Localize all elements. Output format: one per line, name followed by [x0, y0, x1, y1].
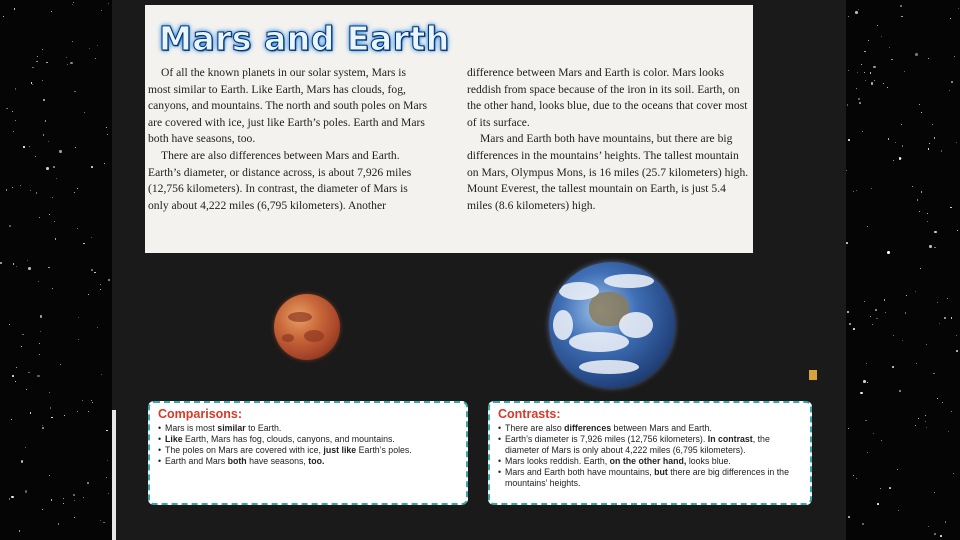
star	[15, 381, 16, 382]
page-marker	[809, 370, 817, 380]
contrasts-box	[488, 401, 812, 505]
star	[915, 53, 918, 56]
star	[67, 64, 68, 65]
star	[108, 279, 111, 282]
star	[948, 431, 949, 432]
star	[95, 58, 96, 59]
star	[55, 238, 57, 240]
star	[100, 520, 101, 521]
star	[39, 343, 40, 344]
star	[856, 88, 857, 89]
star	[867, 452, 868, 453]
page-title: Mars and Earth	[159, 19, 450, 58]
star	[46, 62, 48, 64]
star	[915, 291, 916, 292]
star	[956, 142, 957, 143]
star	[49, 214, 50, 215]
star	[64, 415, 65, 416]
star	[91, 237, 92, 238]
star	[92, 402, 93, 403]
star	[53, 166, 55, 168]
star	[74, 500, 75, 501]
star	[951, 411, 953, 413]
star	[28, 267, 31, 270]
star	[42, 80, 43, 81]
star	[91, 269, 93, 271]
star	[849, 323, 851, 325]
star	[63, 503, 64, 504]
star	[901, 124, 902, 125]
star	[21, 346, 22, 347]
star	[866, 363, 868, 365]
star	[15, 120, 16, 121]
star	[26, 389, 27, 390]
star	[59, 150, 62, 153]
star	[933, 373, 935, 375]
star	[848, 516, 850, 518]
star	[856, 478, 857, 479]
star	[937, 302, 938, 303]
star	[77, 411, 78, 412]
comparisons-heading: Comparisons:	[158, 407, 243, 421]
star	[13, 131, 14, 132]
star	[9, 225, 11, 227]
star	[877, 25, 878, 26]
star	[847, 104, 849, 106]
star	[56, 178, 57, 179]
star	[919, 104, 920, 105]
star	[87, 482, 89, 484]
star	[927, 221, 928, 222]
star	[926, 427, 927, 428]
star	[860, 392, 863, 395]
star	[873, 433, 874, 434]
star	[927, 213, 928, 214]
star	[54, 221, 56, 223]
star	[25, 490, 28, 493]
star	[0, 262, 2, 264]
star	[42, 49, 43, 50]
star	[858, 9, 859, 10]
list-item: • Mars looks reddish. Earth, on the other hand, looks blue.	[498, 456, 802, 467]
star	[928, 58, 929, 59]
star	[37, 56, 38, 57]
star	[902, 145, 904, 147]
star	[94, 272, 96, 274]
star	[11, 496, 14, 499]
star	[950, 207, 952, 209]
star	[899, 390, 901, 392]
star	[951, 81, 953, 83]
star	[107, 134, 108, 135]
star	[74, 192, 75, 193]
star	[30, 412, 32, 414]
star	[9, 498, 11, 500]
paragraph: Of all the known planets in our solar system, Mars is most similar to Earth. Like Earth, Mars has clouds, fog, canyons, and mountains. The north and south poles on Mars are covered with ice, just like Earth’s poles. Earth and Mars both have seasons, too.	[148, 66, 427, 146]
page-edge	[112, 410, 116, 540]
star	[70, 62, 73, 65]
star	[83, 243, 85, 245]
star	[862, 131, 863, 132]
star	[872, 324, 873, 325]
star	[74, 91, 76, 93]
star	[889, 487, 891, 489]
star	[864, 51, 866, 53]
star	[11, 419, 12, 420]
star	[884, 299, 886, 301]
star	[36, 192, 38, 194]
star	[12, 111, 14, 113]
star	[905, 312, 907, 314]
star	[15, 88, 16, 89]
star	[52, 288, 53, 289]
star	[934, 231, 937, 234]
star	[106, 127, 108, 129]
star	[16, 367, 17, 368]
star	[19, 530, 21, 532]
star	[28, 372, 30, 374]
star	[46, 167, 49, 170]
star	[874, 80, 875, 81]
star	[22, 334, 24, 336]
star	[51, 417, 53, 419]
star	[893, 335, 894, 336]
star	[947, 298, 948, 299]
list-item: • There are also differences between Mars and Earth.	[498, 423, 802, 434]
star	[891, 59, 893, 61]
star	[917, 199, 919, 201]
star	[73, 494, 75, 496]
star	[3, 16, 4, 17]
list-item: • Mars and Earth both have mountains, but there are big differences in the mountains’ heights.	[498, 467, 802, 489]
star	[89, 48, 90, 49]
star	[14, 8, 16, 10]
star	[855, 11, 858, 14]
list-item: • Mars is most similar to Earth.	[158, 423, 458, 434]
star	[904, 71, 905, 72]
star	[873, 66, 876, 69]
star	[881, 440, 882, 441]
star	[43, 134, 45, 136]
star	[30, 190, 31, 191]
star	[52, 197, 53, 198]
star	[107, 460, 109, 462]
star	[49, 475, 50, 476]
star	[928, 526, 929, 527]
star	[45, 120, 47, 122]
star	[101, 374, 102, 375]
star	[32, 67, 34, 69]
star	[871, 188, 872, 189]
star	[867, 382, 868, 383]
star	[12, 187, 13, 188]
star	[66, 57, 68, 59]
star	[97, 327, 98, 328]
star	[48, 267, 50, 269]
star	[956, 335, 958, 337]
star	[934, 247, 936, 249]
star	[888, 138, 890, 140]
star	[885, 312, 887, 314]
star	[77, 228, 79, 230]
text-column-right	[467, 65, 749, 214]
star	[101, 10, 102, 11]
star	[949, 90, 950, 91]
star	[848, 428, 849, 429]
star	[9, 324, 10, 325]
star	[88, 411, 89, 412]
star	[889, 47, 890, 48]
star	[868, 40, 869, 41]
star	[72, 41, 73, 42]
star	[50, 407, 52, 409]
star	[939, 323, 940, 324]
star	[951, 317, 953, 319]
star	[883, 83, 884, 84]
earth-image	[549, 262, 675, 388]
star	[864, 301, 865, 302]
star	[106, 430, 108, 432]
star	[880, 488, 881, 489]
star	[925, 421, 926, 422]
mars-image	[274, 294, 340, 360]
star	[892, 366, 894, 368]
star	[937, 398, 939, 400]
star	[846, 170, 847, 171]
list-item: • Earth’s diameter is 7,926 miles (12,756 kilometers). In contrast, the diameter of Mars is only about 4,222 miles (6,795 kilometers).	[498, 434, 802, 456]
star	[108, 493, 109, 494]
star	[881, 36, 882, 37]
star	[926, 344, 927, 345]
star	[60, 364, 62, 366]
list-item: • Earth and Mars both have seasons, too.	[158, 456, 458, 467]
star	[23, 146, 25, 148]
star	[870, 72, 872, 74]
star	[950, 18, 951, 19]
star	[898, 510, 899, 511]
star	[39, 354, 40, 355]
star	[912, 186, 913, 187]
star	[106, 477, 107, 478]
star	[51, 11, 52, 12]
paragraph: Mars and Earth both have mountains, but there are big differences in the mountains’ heights. The tallest mountain on Mars, Olympus Mons, is 16 miles (25.7 kilometers) high. Mount Everest, the tallest mountain on Earth, is just 5.4 miles (8.6 kilometers) high.	[467, 132, 749, 212]
star	[20, 185, 21, 186]
star	[953, 473, 954, 474]
star	[100, 289, 101, 290]
star	[918, 418, 919, 419]
reading-passage	[145, 5, 753, 253]
star	[25, 447, 26, 448]
star	[906, 295, 907, 296]
star	[847, 311, 850, 314]
star	[877, 503, 879, 505]
star	[893, 160, 895, 162]
contrasts-list	[498, 423, 802, 489]
star	[74, 517, 75, 518]
star	[920, 268, 921, 269]
star	[945, 521, 947, 523]
star	[848, 139, 850, 141]
star	[78, 339, 79, 340]
star	[940, 535, 942, 537]
comparisons-box	[148, 401, 468, 505]
star	[100, 284, 101, 285]
star	[108, 3, 109, 4]
star	[921, 191, 923, 193]
star	[934, 137, 936, 139]
star	[864, 72, 865, 73]
star	[75, 147, 77, 149]
list-item: • The poles on Mars are covered with ice, just like Earth’s poles.	[158, 445, 458, 456]
star	[856, 190, 857, 191]
star	[72, 4, 73, 5]
star	[84, 112, 85, 113]
star	[895, 142, 896, 143]
star	[40, 315, 43, 318]
star	[91, 166, 93, 168]
star	[957, 230, 958, 231]
star	[78, 317, 79, 318]
star	[857, 72, 858, 73]
star	[916, 363, 917, 364]
star	[37, 375, 40, 378]
star	[859, 102, 861, 104]
star	[38, 281, 39, 282]
star	[861, 64, 862, 65]
star	[944, 317, 946, 319]
star	[900, 5, 902, 7]
star	[6, 189, 8, 191]
star	[865, 80, 867, 82]
star	[12, 375, 14, 377]
star	[48, 141, 49, 142]
star	[876, 318, 878, 320]
star	[43, 99, 46, 102]
star	[848, 70, 849, 71]
text-column-left	[145, 65, 430, 214]
star	[887, 87, 888, 88]
star	[925, 415, 926, 416]
star	[929, 245, 932, 248]
star	[63, 498, 64, 499]
star	[49, 392, 50, 393]
star	[932, 124, 933, 125]
star	[103, 522, 105, 524]
star	[942, 402, 943, 403]
star	[853, 328, 855, 330]
star	[863, 380, 866, 383]
comparisons-list	[158, 423, 458, 467]
star	[83, 497, 84, 498]
list-item: • Like Earth, Mars has fog, clouds, canyons, and mountains.	[158, 434, 458, 445]
paragraph: difference between Mars and Earth is color. Mars looks reddish from space because of the iron in its soil. Earth, on the other hand, looks blue, due to the oceans that cover most of its surface.	[467, 66, 748, 129]
star	[58, 523, 60, 525]
star	[846, 242, 848, 244]
star	[956, 350, 958, 352]
star	[919, 211, 920, 212]
star	[97, 45, 99, 47]
star	[77, 188, 78, 189]
star	[853, 191, 854, 192]
star	[958, 8, 960, 10]
star	[35, 156, 37, 158]
paragraph: There are also differences between Mars and Earth. Earth’s diameter, or distance across, is about 7,926 miles (12,756 kilometers). In contrast, the diameter of Mars is only about 4,222 miles (6,795 kilometers). Another	[148, 148, 412, 212]
star	[21, 460, 24, 463]
star	[928, 148, 930, 150]
star	[897, 469, 898, 470]
star	[865, 420, 867, 422]
star	[934, 492, 935, 493]
contrasts-heading: Contrasts:	[498, 407, 561, 421]
star	[42, 509, 43, 510]
star	[934, 533, 936, 535]
star	[32, 84, 33, 85]
star	[39, 217, 40, 218]
star	[887, 251, 890, 254]
star	[27, 260, 28, 261]
star	[921, 112, 923, 114]
star	[42, 427, 44, 429]
star	[870, 316, 871, 317]
star	[875, 309, 877, 311]
star	[73, 2, 74, 3]
star	[941, 150, 943, 152]
star	[848, 16, 849, 17]
star	[929, 143, 930, 144]
star	[858, 98, 860, 100]
star	[6, 108, 8, 110]
star	[915, 425, 916, 426]
star	[853, 475, 854, 476]
star	[40, 331, 42, 333]
star	[82, 400, 84, 402]
star	[88, 294, 89, 295]
star	[29, 146, 30, 147]
star	[13, 263, 15, 265]
star	[104, 163, 105, 164]
star	[862, 523, 864, 525]
star	[871, 82, 874, 85]
star	[954, 56, 955, 57]
textbook-page	[112, 0, 846, 540]
star	[902, 340, 903, 341]
star	[867, 226, 868, 227]
star	[16, 266, 17, 267]
star	[51, 499, 53, 501]
star	[901, 16, 903, 18]
star	[36, 61, 38, 63]
